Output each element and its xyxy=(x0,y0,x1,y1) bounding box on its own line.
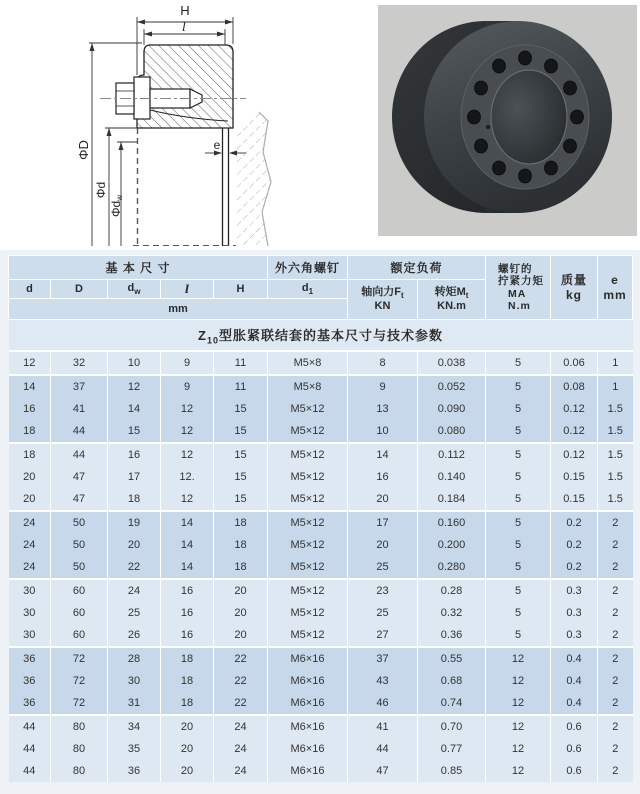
cell: 5 xyxy=(486,420,551,443)
cell: 0.4 xyxy=(551,647,598,670)
cell: M6×16 xyxy=(268,760,348,782)
dim-e-label: e xyxy=(213,138,221,152)
cell: 23 xyxy=(348,579,418,602)
cell: 5 xyxy=(486,579,551,602)
cell: 12 xyxy=(486,647,551,670)
cell: 12 xyxy=(9,351,51,375)
top-section xyxy=(0,0,640,250)
cell: 15 xyxy=(214,466,268,488)
cell: 34 xyxy=(108,715,161,738)
cell: 5 xyxy=(486,351,551,375)
cell: M6×16 xyxy=(268,715,348,738)
cell: 37 xyxy=(348,647,418,670)
cell: 12 xyxy=(161,488,214,511)
cell: 16 xyxy=(9,398,51,420)
cell: 0.15 xyxy=(551,466,598,488)
cell: 0.70 xyxy=(418,715,486,738)
cell: 20 xyxy=(161,738,214,760)
cell: 16 xyxy=(161,602,214,624)
cell: 50 xyxy=(51,511,108,534)
cell: 2 xyxy=(598,534,633,556)
cell: 18 xyxy=(214,534,268,556)
cell: 0.08 xyxy=(551,375,598,398)
cell: 1.5 xyxy=(598,420,633,443)
cell: M5×12 xyxy=(268,579,348,602)
table-section xyxy=(0,250,640,794)
cell: 0.32 xyxy=(418,602,486,624)
cell: 18 xyxy=(214,511,268,534)
cell: 16 xyxy=(348,466,418,488)
cell: 25 xyxy=(348,602,418,624)
cell: 80 xyxy=(51,738,108,760)
cell: 12 xyxy=(161,420,214,443)
table-row xyxy=(9,738,633,760)
cell: 12 xyxy=(486,715,551,738)
table-row xyxy=(9,760,633,782)
cell: 0.090 xyxy=(418,398,486,420)
cell: 26 xyxy=(108,624,161,647)
cell: 20 xyxy=(214,579,268,602)
cell: 13 xyxy=(348,398,418,420)
cell: 30 xyxy=(9,602,51,624)
cell: 24 xyxy=(9,511,51,534)
cell: 44 xyxy=(51,443,108,466)
cell: 72 xyxy=(51,647,108,670)
cell: 0.038 xyxy=(418,351,486,375)
cell: 80 xyxy=(51,760,108,782)
table-row xyxy=(9,466,633,488)
cell: 44 xyxy=(51,420,108,443)
cell: 18 xyxy=(108,488,161,511)
cell: 20 xyxy=(108,534,161,556)
cell: 8 xyxy=(348,351,418,375)
cell: 5 xyxy=(486,556,551,579)
cell: 20 xyxy=(161,760,214,782)
cell: M6×16 xyxy=(268,738,348,760)
cell: M5×12 xyxy=(268,602,348,624)
cell: 2 xyxy=(598,692,633,715)
cell: 0.74 xyxy=(418,692,486,715)
cell: 9 xyxy=(348,375,418,398)
table-row xyxy=(9,488,633,511)
cell: 14 xyxy=(161,511,214,534)
cell: 80 xyxy=(51,715,108,738)
cell: 0.2 xyxy=(551,511,598,534)
table-row xyxy=(9,624,633,647)
cell: 5 xyxy=(486,511,551,534)
dimension-dw xyxy=(117,142,137,246)
table-row xyxy=(9,375,633,398)
group-header-hex-screw: 外六角螺钉 xyxy=(268,256,348,280)
table-row xyxy=(9,692,633,715)
cell: 0.2 xyxy=(551,556,598,579)
cell: 16 xyxy=(108,443,161,466)
cell: 0.112 xyxy=(418,443,486,466)
cell: 0.55 xyxy=(418,647,486,670)
cell: 9 xyxy=(161,351,214,375)
cell: 2 xyxy=(598,647,633,670)
cell: M5×8 xyxy=(268,375,348,398)
cell: 24 xyxy=(214,715,268,738)
col-header-dw: $d_w$ xyxy=(108,280,161,299)
cell: 18 xyxy=(161,647,214,670)
cell: 0.12 xyxy=(551,398,598,420)
cell: 15 xyxy=(108,420,161,443)
cell: 0.4 xyxy=(551,670,598,692)
cell: 2 xyxy=(598,624,633,647)
cell: 19 xyxy=(108,511,161,534)
cell: 18 xyxy=(9,420,51,443)
cell: M5×12 xyxy=(268,488,348,511)
cell: 20 xyxy=(348,534,418,556)
table-row xyxy=(9,602,633,624)
col-header-torque: 转矩$M_t$ KN.m xyxy=(418,280,486,320)
cell: 0.68 xyxy=(418,670,486,692)
dim-D-label: ΦD xyxy=(76,140,91,160)
cell: 2 xyxy=(598,670,633,692)
cell: 25 xyxy=(108,602,161,624)
header-group-row xyxy=(9,256,633,280)
cell: 12 xyxy=(486,738,551,760)
table-row xyxy=(9,715,633,738)
col-header-l: l xyxy=(161,280,214,299)
spec-table xyxy=(8,255,633,782)
cell: 1.5 xyxy=(598,466,633,488)
cell: 5 xyxy=(486,443,551,466)
cell: 47 xyxy=(51,466,108,488)
cell: 0.6 xyxy=(551,760,598,782)
cell: 0.85 xyxy=(418,760,486,782)
cell: 46 xyxy=(348,692,418,715)
dim-H-label: H xyxy=(180,3,190,18)
cell: 15 xyxy=(214,488,268,511)
table-title-row xyxy=(9,320,633,352)
cell: 10 xyxy=(348,420,418,443)
cell: M5×12 xyxy=(268,398,348,420)
cell: 22 xyxy=(214,670,268,692)
cell: 44 xyxy=(9,715,51,738)
table-row xyxy=(9,534,633,556)
cell: 1.5 xyxy=(598,398,633,420)
cell: 0.280 xyxy=(418,556,486,579)
cell: 36 xyxy=(108,760,161,782)
cell: 1.5 xyxy=(598,488,633,511)
cell: 16 xyxy=(161,579,214,602)
table-row xyxy=(9,579,633,602)
cell: 60 xyxy=(51,579,108,602)
cell: 12 xyxy=(486,760,551,782)
cell: 31 xyxy=(108,692,161,715)
cell: M5×8 xyxy=(268,351,348,375)
group-header-rated-load: 额定负荷 xyxy=(348,256,486,280)
cell: 36 xyxy=(9,647,51,670)
cell: 5 xyxy=(486,488,551,511)
col-header-d: d xyxy=(9,280,51,299)
cell: 24 xyxy=(214,738,268,760)
cell: 17 xyxy=(348,511,418,534)
cell: 2 xyxy=(598,738,633,760)
cell: 17 xyxy=(108,466,161,488)
col-header-e: e mm xyxy=(598,256,633,320)
cell: 12 xyxy=(108,375,161,398)
cell: 22 xyxy=(108,556,161,579)
cell: 20 xyxy=(348,488,418,511)
cell: 18 xyxy=(214,556,268,579)
product-photo xyxy=(378,5,637,236)
cell: 22 xyxy=(214,692,268,715)
group-header-basic: 基 本 尺 寸 xyxy=(9,256,268,280)
cell: M6×16 xyxy=(268,692,348,715)
cell: 0.160 xyxy=(418,511,486,534)
table-row xyxy=(9,351,633,375)
cell: 18 xyxy=(161,692,214,715)
cell: 20 xyxy=(214,624,268,647)
cell: 47 xyxy=(348,760,418,782)
cell: 24 xyxy=(9,534,51,556)
cell: 24 xyxy=(108,579,161,602)
cell: M6×16 xyxy=(268,670,348,692)
cell: 0.080 xyxy=(418,420,486,443)
cell: 10 xyxy=(108,351,161,375)
cell: 18 xyxy=(161,670,214,692)
cell: 2 xyxy=(598,579,633,602)
cell: 0.200 xyxy=(418,534,486,556)
table-body xyxy=(9,351,633,782)
cell: 37 xyxy=(51,375,108,398)
cell: 11 xyxy=(214,351,268,375)
cell: 2 xyxy=(598,715,633,738)
cell: 1.5 xyxy=(598,443,633,466)
table-row xyxy=(9,556,633,579)
cell: 44 xyxy=(9,738,51,760)
cell: 25 xyxy=(348,556,418,579)
cell: 24 xyxy=(9,556,51,579)
table-title: $Z_{10}$型胀紧联结套的基本尺寸与技术参数 xyxy=(9,320,633,352)
cell: 2 xyxy=(598,556,633,579)
col-header-d1: $d_1$ xyxy=(268,280,348,299)
cell: 27 xyxy=(348,624,418,647)
table-row xyxy=(9,443,633,466)
cell: 35 xyxy=(108,738,161,760)
technical-drawing xyxy=(4,0,379,250)
dim-dw-label: Φdw xyxy=(109,194,124,218)
cell: 0.2 xyxy=(551,534,598,556)
cell: M5×12 xyxy=(268,534,348,556)
cell: 30 xyxy=(9,624,51,647)
cell: 5 xyxy=(486,534,551,556)
cell: 16 xyxy=(161,624,214,647)
table-row xyxy=(9,647,633,670)
cell: 30 xyxy=(9,579,51,602)
cell: 60 xyxy=(51,602,108,624)
cell: 20 xyxy=(9,466,51,488)
cell: 2 xyxy=(598,602,633,624)
cell: M6×16 xyxy=(268,647,348,670)
cell: 72 xyxy=(51,670,108,692)
col-header-H: H xyxy=(214,280,268,299)
cell: 2 xyxy=(598,511,633,534)
cell: 43 xyxy=(348,670,418,692)
cell: 0.6 xyxy=(551,738,598,760)
cell: M5×12 xyxy=(268,466,348,488)
cell: 47 xyxy=(51,488,108,511)
cell: 0.15 xyxy=(551,488,598,511)
cell: 14 xyxy=(161,556,214,579)
cell: 14 xyxy=(348,443,418,466)
cell: 36 xyxy=(9,670,51,692)
cell: 72 xyxy=(51,692,108,715)
cell: 0.3 xyxy=(551,602,598,624)
dim-l-label: l xyxy=(182,20,186,34)
cell: 0.12 xyxy=(551,443,598,466)
cell: 9 xyxy=(161,375,214,398)
cell: 41 xyxy=(51,398,108,420)
cell: 0.3 xyxy=(551,579,598,602)
col-header-D: D xyxy=(51,280,108,299)
cell: 14 xyxy=(108,398,161,420)
cell: 0.06 xyxy=(551,351,598,375)
cell: 44 xyxy=(348,738,418,760)
col-header-axial-force: 轴向力$F_t$ KN xyxy=(348,280,418,320)
cell: 5 xyxy=(486,466,551,488)
cell: 0.4 xyxy=(551,692,598,715)
cell: 15 xyxy=(214,420,268,443)
cell: 1 xyxy=(598,351,633,375)
cell: 50 xyxy=(51,556,108,579)
cell: 12 xyxy=(486,670,551,692)
cell: M5×12 xyxy=(268,420,348,443)
cell: 60 xyxy=(51,624,108,647)
table-row xyxy=(9,670,633,692)
cell: 20 xyxy=(9,488,51,511)
cell: 11 xyxy=(214,375,268,398)
cell: 0.6 xyxy=(551,715,598,738)
table-row xyxy=(9,420,633,443)
cell: 50 xyxy=(51,534,108,556)
cell: M5×12 xyxy=(268,556,348,579)
cell: M5×12 xyxy=(268,511,348,534)
cell: 5 xyxy=(486,624,551,647)
cell: 15 xyxy=(214,443,268,466)
cell: 12 xyxy=(161,398,214,420)
cell: 0.36 xyxy=(418,624,486,647)
cell: 0.77 xyxy=(418,738,486,760)
cell: 0.184 xyxy=(418,488,486,511)
col-header-mass: 质量 kg xyxy=(551,256,598,320)
col-header-tightening-torque: 螺钉的 拧紧力矩 MA N.m xyxy=(486,256,551,320)
dim-d-label: Φd xyxy=(94,181,108,199)
cell: 0.140 xyxy=(418,466,486,488)
cell: 22 xyxy=(214,647,268,670)
cell: 20 xyxy=(161,715,214,738)
cell: 15 xyxy=(214,398,268,420)
cell: 5 xyxy=(486,398,551,420)
cell: 1 xyxy=(598,375,633,398)
cell: 5 xyxy=(486,602,551,624)
sleeve-flange-section xyxy=(137,45,233,128)
table-row xyxy=(9,398,633,420)
unit-cell-mm: mm xyxy=(9,299,348,320)
cell: 20 xyxy=(214,602,268,624)
cell: 14 xyxy=(9,375,51,398)
cell: 0.12 xyxy=(551,420,598,443)
cell: 41 xyxy=(348,715,418,738)
cell: 0.28 xyxy=(418,579,486,602)
cell: 5 xyxy=(486,375,551,398)
cell: 44 xyxy=(9,760,51,782)
cell: 0.052 xyxy=(418,375,486,398)
cell: M5×12 xyxy=(268,443,348,466)
cell: 24 xyxy=(214,760,268,782)
cell: 0.3 xyxy=(551,624,598,647)
cell: 12 xyxy=(486,692,551,715)
cell: 12. xyxy=(161,466,214,488)
cell: 14 xyxy=(161,534,214,556)
cell: 28 xyxy=(108,647,161,670)
table-row xyxy=(9,511,633,534)
cell: 18 xyxy=(9,443,51,466)
cell: 32 xyxy=(51,351,108,375)
cell: M5×12 xyxy=(268,624,348,647)
cell: 36 xyxy=(9,692,51,715)
cell: 12 xyxy=(161,443,214,466)
cell: 2 xyxy=(598,760,633,782)
cell: 30 xyxy=(108,670,161,692)
